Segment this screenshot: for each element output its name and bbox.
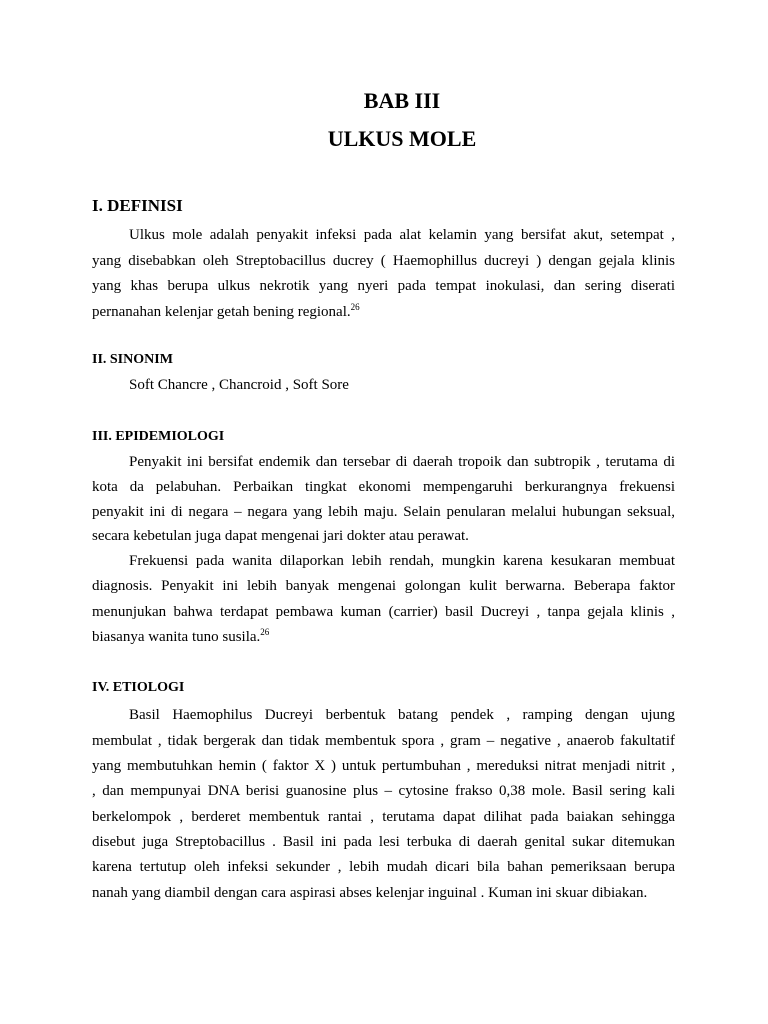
epidemiologi-line-text: biasanya wanita tuno susila. [92, 629, 261, 645]
definisi-line: yang disebabkan oleh Streptobacillus ducrey ( Haemophillus ducreyi ) dengan gejala klinis [92, 253, 675, 269]
definisi-last-line [92, 303, 675, 321]
epidemiologi-heading: III. EPIDEMIOLOGI [92, 429, 225, 444]
etiologi-line: karena tertutup oleh infeksi sekunder , lebih mudah dicari bila bahan pemeriksaan berupa [92, 859, 675, 875]
etiologi-line: nanah yang diambil dengan cara aspirasi abses kelenjar inguinal . Kuman ini skuar dibiakan. [92, 885, 648, 901]
etiologi-line: disebut juga Streptobacillus . Basil ini pada lesi terbuka di daerah genital sukar ditemukan [92, 834, 675, 850]
epidemiologi-line: Penyakit ini bersifat endemik dan tersebar di daerah tropoik dan subtropik , terutama di [129, 454, 675, 470]
etiologi-heading: IV. ETIOLOGI [92, 680, 185, 695]
definisi-heading: I. DEFINISI [92, 196, 183, 215]
epidemiologi-line: diagnosis. Penyakit ini lebih banyak mengenai golongan kulit berwarna. Beberapa faktor [92, 578, 675, 594]
epidemiologi-line: penyakit ini di negara – negara yang lebih maju. Selain penularan melalui hubungan seksual, [92, 504, 675, 520]
etiologi-line: Basil Haemophilus Ducreyi berbentuk batang pendek , ramping dengan ujung [129, 707, 675, 723]
epidemiologi-line: Frekuensi pada wanita dilaporkan lebih rendah, mungkin karena kesukaran membuat [129, 553, 675, 569]
definisi-line: Ulkus mole adalah penyakit infeksi pada alat kelamin yang bersifat akut, setempat , [129, 227, 675, 243]
epidemiologi-line: menunjukan bahwa terdapat pembawa kuman (carrier) basil Ducreyi , tanpa gejala klinis , [92, 604, 675, 620]
sinonim-text: Soft Chancre , Chancroid , Soft Sore [129, 377, 349, 393]
etiologi-line: , dan mempunyai DNA berisi guanosine plus – cytosine frakso 0,38 mole. Basil sering kali [92, 783, 675, 799]
definisi-line-text: pernanahan kelenjar getah bening regional. [92, 304, 351, 320]
etiologi-line: yang membutuhkan hemin ( faktor X ) untuk pertumbuhan , mereduksi nitrat menjadi nitrit , [92, 758, 675, 774]
citation-superscript: 26 [350, 302, 360, 312]
chapter-subtitle: ULKUS MOLE [327, 126, 477, 151]
etiologi-line: membulat , tidak bergerak dan tidak membentuk spora , gram – negative , anaerob fakultatif [92, 733, 675, 749]
etiologi-line: berkelompok , berderet membentuk rantai , terutama dapat dilihat pada baiakan sehingga [92, 809, 675, 825]
epidemiologi-line: secara kebetulan juga dapat mengenai jari dokter atau perawat. [92, 528, 469, 544]
definisi-line: yang khas berupa ulkus nekrotik yang nyeri pada tempat inokulasi, dan sering diserati [92, 278, 675, 294]
epidemiologi-last-line [92, 628, 675, 646]
epidemiologi-line: kota da pelabuhan. Perbaikan tingkat ekonomi mempengaruhi berkurangnya frekuensi [92, 479, 675, 495]
chapter-title: BAB III [363, 88, 441, 113]
sinonim-heading: II. SINONIM [92, 352, 173, 367]
citation-superscript: 26 [260, 627, 270, 637]
